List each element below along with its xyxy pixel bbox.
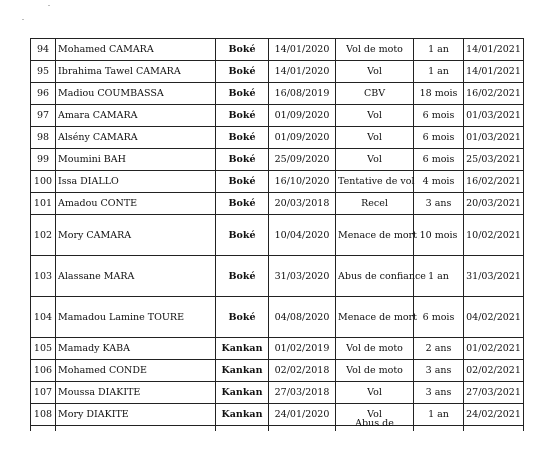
release-date: 01/02/2021 — [464, 338, 524, 360]
incarceration-date: 24/01/2020 — [269, 404, 336, 426]
person-name: Ibrahima Tawel CAMARA — [56, 61, 216, 83]
release-date: 02/02/2021 — [464, 360, 524, 382]
row-number: 105 — [31, 338, 56, 360]
release-date: 24/02/2021 — [464, 404, 524, 426]
incarceration-date: 10/04/2020 — [269, 215, 336, 256]
sentence-duration: 10 mois — [414, 215, 464, 256]
release-date: 27/03/2021 — [464, 382, 524, 404]
table-row — [31, 193, 524, 215]
row-number: 106 — [31, 360, 56, 382]
region-name: Boké — [216, 83, 269, 105]
incarceration-date: 14/01/2020 — [269, 39, 336, 61]
incarceration-date: 31/03/2020 — [269, 256, 336, 297]
empty-cell — [464, 426, 524, 432]
region-name: Kankan — [216, 338, 269, 360]
row-number: 100 — [31, 171, 56, 193]
region-name: Boké — [216, 127, 269, 149]
person-name: Mamady KABA — [56, 338, 216, 360]
release-date: 01/03/2021 — [464, 105, 524, 127]
empty-cell — [414, 426, 464, 432]
offense-label: Vol de moto — [336, 39, 414, 61]
row-number: 99 — [31, 149, 56, 171]
incarceration-date: 01/09/2020 — [269, 105, 336, 127]
offense-label-partial — [336, 418, 414, 432]
region-name: Kankan — [216, 404, 269, 426]
sentence-duration: 6 mois — [414, 105, 464, 127]
region-name: Boké — [216, 193, 269, 215]
region-name: Boké — [216, 256, 269, 297]
table-row — [31, 297, 524, 338]
offense-label: Vol — [336, 61, 414, 83]
table-row — [31, 382, 524, 404]
sentence-duration: 18 mois — [414, 83, 464, 105]
table-body — [31, 39, 524, 432]
scan-speck — [22, 19, 24, 20]
person-name: Mohamed CAMARA — [56, 39, 216, 61]
offense-label: Menace de mort — [336, 215, 414, 256]
row-number: 98 — [31, 127, 56, 149]
release-date: 04/02/2021 — [464, 297, 524, 338]
incarceration-date: 01/09/2020 — [269, 127, 336, 149]
incarceration-date: 16/10/2020 — [269, 171, 336, 193]
person-name: Mory DIAKITE — [56, 404, 216, 426]
release-date: 10/02/2021 — [464, 215, 524, 256]
table-row-partial — [31, 426, 524, 432]
person-name: Amadou CONTE — [56, 193, 216, 215]
person-name: Mory CAMARA — [56, 215, 216, 256]
region-name: Boké — [216, 297, 269, 338]
row-number: 102 — [31, 215, 56, 256]
release-date: 14/01/2021 — [464, 61, 524, 83]
empty-cell — [216, 426, 269, 432]
release-date: 14/01/2021 — [464, 39, 524, 61]
incarceration-date: 25/09/2020 — [269, 149, 336, 171]
table-row — [31, 360, 524, 382]
release-date: 31/03/2021 — [464, 256, 524, 297]
offense-label: CBV — [336, 83, 414, 105]
release-date: 25/03/2021 — [464, 149, 524, 171]
region-name: Boké — [216, 215, 269, 256]
offense-label-partial-text: Abus de — [355, 418, 394, 429]
person-name: Amara CAMARA — [56, 105, 216, 127]
table-row — [31, 105, 524, 127]
sentence-duration: 6 mois — [414, 149, 464, 171]
release-date: 20/03/2021 — [464, 193, 524, 215]
offense-label: Vol — [336, 404, 414, 426]
row-number: 107 — [31, 382, 56, 404]
table-row — [31, 149, 524, 171]
table-row — [31, 404, 524, 426]
offense-label: Vol — [336, 105, 414, 127]
incarceration-date: 14/01/2020 — [269, 61, 336, 83]
offense-label: Vol — [336, 382, 414, 404]
table-row — [31, 215, 524, 256]
offense-label: Vol de moto — [336, 338, 414, 360]
incarceration-date: 04/08/2020 — [269, 297, 336, 338]
empty-cell — [269, 426, 336, 432]
row-number: 103 — [31, 256, 56, 297]
empty-cell — [56, 426, 216, 432]
offense-label: Menace de mort — [336, 297, 414, 338]
region-name: Kankan — [216, 382, 269, 404]
offense-label: Vol de moto — [336, 360, 414, 382]
sentence-duration: 3 ans — [414, 360, 464, 382]
person-name: Madiou COUMBASSA — [56, 83, 216, 105]
incarceration-date: 20/03/2018 — [269, 193, 336, 215]
person-name: Issa DIALLO — [56, 171, 216, 193]
row-number: 95 — [31, 61, 56, 83]
sentence-duration: 3 ans — [414, 193, 464, 215]
row-number: 97 — [31, 105, 56, 127]
region-name: Kankan — [216, 360, 269, 382]
table-row — [31, 127, 524, 149]
table-row — [31, 83, 524, 105]
incarceration-date: 27/03/2018 — [269, 382, 336, 404]
offense-label: Tentative de vol — [336, 171, 414, 193]
offense-label: Abus de confiance — [336, 256, 414, 297]
table-row — [31, 256, 524, 297]
incarceration-date: 16/08/2019 — [269, 83, 336, 105]
table-row — [31, 61, 524, 83]
person-name: Mamadou Lamine TOURE — [56, 297, 216, 338]
sentence-duration: 4 mois — [414, 171, 464, 193]
offense-label: Vol — [336, 127, 414, 149]
detainee-table — [30, 38, 524, 431]
person-name: Moussa DIAKITE — [56, 382, 216, 404]
release-date: 01/03/2021 — [464, 127, 524, 149]
offense-label: Recel — [336, 193, 414, 215]
offense-label: Vol — [336, 149, 414, 171]
sentence-duration: 6 mois — [414, 297, 464, 338]
row-number: 94 — [31, 39, 56, 61]
empty-cell — [31, 426, 56, 432]
release-date: 16/02/2021 — [464, 83, 524, 105]
table-row — [31, 338, 524, 360]
region-name: Boké — [216, 105, 269, 127]
row-number: 108 — [31, 404, 56, 426]
region-name: Boké — [216, 39, 269, 61]
sentence-duration: 3 ans — [414, 382, 464, 404]
table-row — [31, 39, 524, 61]
person-name: Alassane MARA — [56, 256, 216, 297]
incarceration-date: 02/02/2018 — [269, 360, 336, 382]
sentence-duration: 1 an — [414, 39, 464, 61]
sentence-duration: 1 an — [414, 404, 464, 426]
sentence-duration: 1 an — [414, 61, 464, 83]
incarceration-date: 01/02/2019 — [269, 338, 336, 360]
region-name: Boké — [216, 149, 269, 171]
sentence-duration: 2 ans — [414, 338, 464, 360]
person-name: Moumini BAH — [56, 149, 216, 171]
table-row — [31, 171, 524, 193]
row-number: 101 — [31, 193, 56, 215]
sentence-duration: 1 an — [414, 256, 464, 297]
person-name: Alsény CAMARA — [56, 127, 216, 149]
person-name: Mohamed CONDE — [56, 360, 216, 382]
sentence-duration: 6 mois — [414, 127, 464, 149]
scan-speck — [48, 5, 50, 6]
row-number: 96 — [31, 83, 56, 105]
release-date: 16/02/2021 — [464, 171, 524, 193]
region-name: Boké — [216, 171, 269, 193]
row-number: 104 — [31, 297, 56, 338]
region-name: Boké — [216, 61, 269, 83]
